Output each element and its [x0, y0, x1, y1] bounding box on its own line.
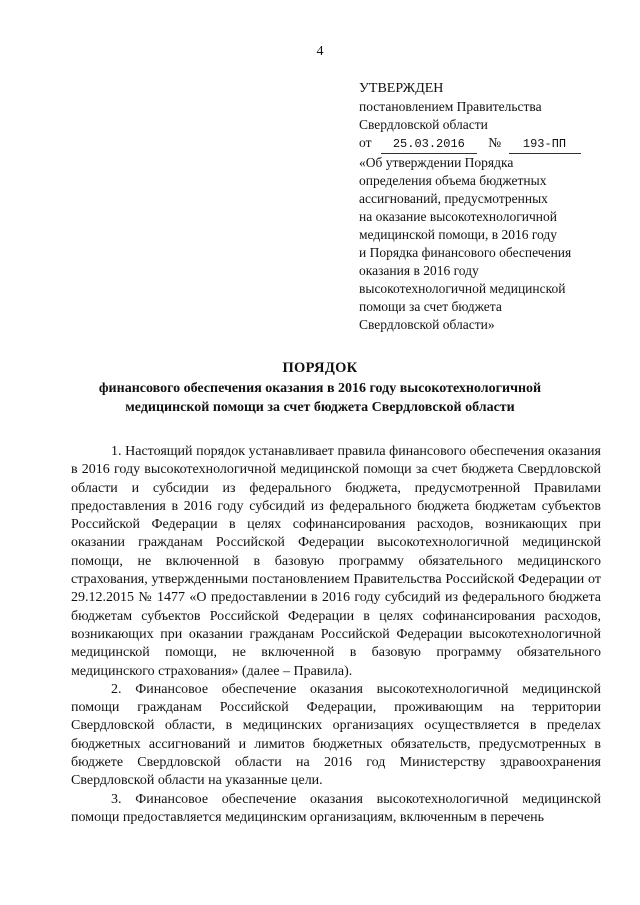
- document-title: ПОРЯДОК: [282, 360, 358, 376]
- approval-subject-line: медицинской помощи, в 2016 году: [359, 227, 558, 242]
- approval-line: постановлением Правительства: [359, 99, 542, 114]
- subtitle-line: медицинской помощи за счет бюджета Свердловской области: [125, 400, 515, 415]
- handwritten-number: 193-ПП: [509, 135, 581, 154]
- number-prefix: №: [488, 135, 502, 150]
- approval-date-line: [359, 134, 621, 154]
- document-body: [71, 443, 601, 827]
- approval-block: [359, 80, 621, 334]
- approval-subject-line: и Порядка финансового обеспечения: [359, 245, 572, 260]
- approval-subject-line: Свердловской области»: [359, 317, 495, 332]
- paragraph-1: 1. Настоящий порядок устанавливает правила финансового обеспечения оказания в 2016 году высокотехнологичной медицинской помощи за счет бюджета Свердловской области и субсидии из федерального бюджета, предусмотренной Правилами предоставления в 2016 году субсидий из федерального бюджета бюджетам субъектов Российской Федерации в целях софинансирования расходов, возникающих при оказании гражданам Российской Федерации высокотехнологичной медицинской помощи, не включенной в базовую программу обязательного медицинского страхования, утвержденными постановлением Правительства Российской Федерации от 29.12.2015 № 1477 «О предоставлении в 2016 году субсидий из федерального бюджета бюджетам субъектов Российской Федерации в целях софинансирования расходов, возникающих при оказании гражданам Российской Федерации высокотехнологичной медицинской помощи, не включенной в базовую программу обязательного медицинского страхования» (далее – Правила).: [71, 444, 601, 679]
- approval-title: УТВЕРЖДЕН: [359, 81, 444, 96]
- approval-subject-line: определения объема бюджетных: [359, 173, 547, 188]
- subtitle-line: финансового обеспечения оказания в 2016 году высокотехнологичной: [98, 381, 542, 396]
- approval-subject-line: высокотехнологичной медицинской: [359, 281, 566, 296]
- approval-subject-line: оказания в 2016 году: [359, 263, 479, 278]
- approval-subject-line: ассигнований, предусмотренных: [359, 191, 548, 206]
- handwritten-date: 25.03.2016: [381, 135, 477, 154]
- approval-subject-line: на оказание высокотехнологичной: [359, 209, 557, 224]
- date-prefix: от: [359, 135, 372, 150]
- paragraph-2: 2. Финансовое обеспечение оказания высокотехнологичной медицинской помощи гражданам Российской Федерации, проживающим на территории Свердловской области, в медицинских организациях осуществляется в пределах бюджетных ассигнований и лимитов бюджетных обязательств, предусмотренных в бюджете Свердловской области на 2016 год Министерству здравоохранения Свердловской области на указанные цели.: [71, 681, 601, 789]
- paragraph-3: 3. Финансовое обеспечение оказания высокотехнологичной медицинской помощи предоставляется медицинским организациям, включенным в перечень: [71, 791, 601, 825]
- approval-line: Свердловской области: [359, 117, 488, 132]
- page-number: 4: [316, 44, 324, 59]
- approval-subject-line: помощи за счет бюджета: [359, 299, 502, 314]
- approval-subject-line: «Об утверждении Порядка: [359, 155, 514, 170]
- document-subtitle: [60, 379, 580, 417]
